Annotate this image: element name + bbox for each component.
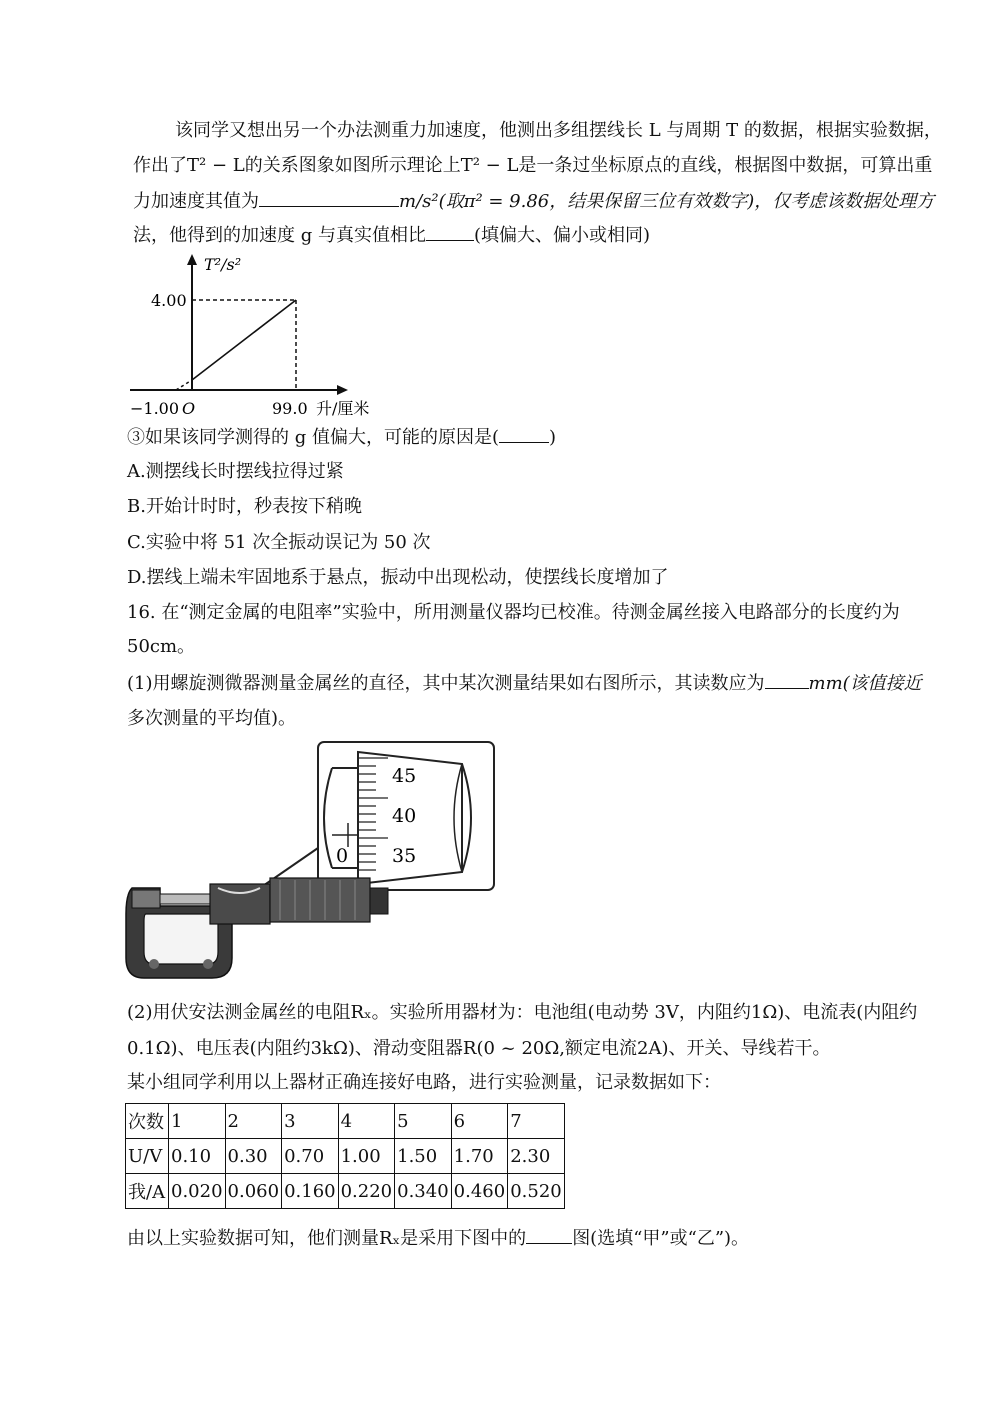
- para1-line3-end: m/s²(取π² = 9.86，结果保留三位有效数字)，仅考虑该数据处理方: [399, 191, 935, 212]
- q16-part1: [127, 670, 922, 697]
- q16-line2: 50cm。: [127, 636, 196, 657]
- current-cell: 0.060: [225, 1174, 282, 1209]
- para1-line3-start: 力加速度其值为: [133, 191, 259, 212]
- tool-sleeve: [210, 884, 270, 924]
- current-cell: 0.220: [338, 1174, 395, 1209]
- thimble-label-35: 35: [392, 845, 417, 867]
- current-cell: 0.020: [169, 1174, 226, 1209]
- q3-option-b: B.开始计时时，秒表按下稍晚: [127, 496, 362, 517]
- q16-final-end: 图(选填“甲”或“乙”)。: [572, 1228, 750, 1249]
- answer-blank-compare[interactable]: [426, 222, 474, 241]
- spindle: [160, 894, 212, 904]
- thimble-label-40: 40: [392, 805, 417, 827]
- count-cell: 7: [508, 1104, 565, 1139]
- current-cell: 0.520: [508, 1174, 565, 1209]
- count-cell: 2: [225, 1104, 282, 1139]
- para1-line1: 该同学又想出另一个办法测重力加速度，他测出多组摆线长 L 与周期 T 的数据，根据实验数据，: [175, 120, 942, 141]
- ytick-label: 4.00: [151, 291, 187, 310]
- thimble-label-45: 45: [392, 765, 417, 787]
- q3-stem-text: ③如果该同学测得的 g 值偏大，可能的原因是(: [127, 427, 499, 448]
- y-axis: [187, 254, 197, 390]
- ratchet: [370, 888, 388, 914]
- table-row: [126, 1104, 565, 1139]
- q3-stem-end: ): [549, 427, 557, 448]
- micrometer-figure: [120, 738, 505, 988]
- q3-option-a: A.测摆线长时摆线拉得过紧: [127, 461, 344, 482]
- measurement-table: [125, 1103, 565, 1209]
- data-line-extension: [176, 380, 192, 390]
- q3-option-c: C.实验中将 51 次全振动误记为 50 次: [127, 532, 431, 553]
- count-cell: 1: [169, 1104, 226, 1139]
- para1-line4: [133, 222, 650, 249]
- count-cell: 3: [282, 1104, 339, 1139]
- answer-blank-q3[interactable]: [499, 424, 549, 443]
- para1-line4-end: (填偏大、偏小或相同): [473, 225, 651, 246]
- q16-part2-line1: (2)用伏安法测金属丝的电阻Rₓ。实验所用器材为：电池组(电动势 3V，内阻约1Ω)、电流表(内阻约: [127, 1002, 918, 1023]
- count-cell: 6: [451, 1104, 508, 1139]
- anvil: [132, 890, 160, 908]
- xtick-neg-label: −1.00: [130, 399, 180, 418]
- row-header-current: 我/A: [126, 1174, 169, 1209]
- origin-label: O: [182, 399, 196, 418]
- q3-option-d: D.摆线上端未牢固地系于悬点，振动中出现松动，使摆线长度增加了: [127, 567, 669, 588]
- q16-line1: 16. 在“测定金属的电阻率”实验中，所用测量仪器均已校准。待测金属丝接入电路部分的长度约为: [127, 602, 900, 623]
- xtick-label: 99.0: [272, 399, 308, 418]
- row-header-count: 次数: [126, 1104, 169, 1139]
- q3-stem: [127, 424, 556, 451]
- q16-final-line: [127, 1225, 749, 1252]
- q16-part2-line3: 某小组同学利用以上器材正确连接好电路，进行实验测量，记录数据如下：: [127, 1072, 721, 1093]
- t2-l-graph: [120, 250, 400, 425]
- row-header-voltage: U/V: [126, 1139, 169, 1174]
- q16-final-text: 由以上实验数据可知，他们测量Rₓ是采用下图中的: [127, 1228, 527, 1249]
- voltage-cell: 0.10: [169, 1139, 226, 1174]
- current-cell: 0.160: [282, 1174, 339, 1209]
- table-row: [126, 1174, 565, 1209]
- para1-line3: [133, 188, 934, 215]
- table-row: [126, 1139, 565, 1174]
- q16-part1-cont: 多次测量的平均值)。: [127, 708, 297, 729]
- para1-line4-start: 法，他得到的加速度 g 与真实值相比: [133, 225, 426, 246]
- voltage-cell: 2.30: [508, 1139, 565, 1174]
- q16-part2-line2: 0.1Ω)、电压表(内阻约3kΩ)、滑动变阻器R(0 ~ 20Ω,额定电流2A)、开关、导线若干。: [127, 1038, 831, 1059]
- sleeve-label-0: 0: [336, 845, 349, 867]
- answer-blank-reading[interactable]: [765, 670, 809, 689]
- voltage-cell: 1.70: [451, 1139, 508, 1174]
- y-axis-label: T²/s²: [204, 255, 242, 274]
- count-cell: 5: [395, 1104, 452, 1139]
- voltage-cell: 0.70: [282, 1139, 339, 1174]
- q16-part1-unit: mm(该值接近: [808, 673, 922, 694]
- q16-part1-text: (1)用螺旋测微器测量金属丝的直径，其中某次测量结果如右图所示，其读数应为: [127, 673, 765, 694]
- voltage-cell: 1.00: [338, 1139, 395, 1174]
- data-line: [192, 300, 296, 380]
- count-cell: 4: [338, 1104, 395, 1139]
- voltage-cell: 0.30: [225, 1139, 282, 1174]
- current-cell: 0.340: [395, 1174, 452, 1209]
- voltage-cell: 1.50: [395, 1139, 452, 1174]
- answer-blank-g[interactable]: [259, 188, 399, 207]
- current-cell: 0.460: [451, 1174, 508, 1209]
- answer-blank-circuit[interactable]: [526, 1225, 572, 1244]
- x-axis: [130, 385, 348, 395]
- para1-line2: 作出了T² − L的关系图象如图所示理论上T² − L是一条过坐标原点的直线，根据图中数据，可算出重: [133, 155, 933, 176]
- x-axis-unit: 升/厘米: [316, 399, 370, 418]
